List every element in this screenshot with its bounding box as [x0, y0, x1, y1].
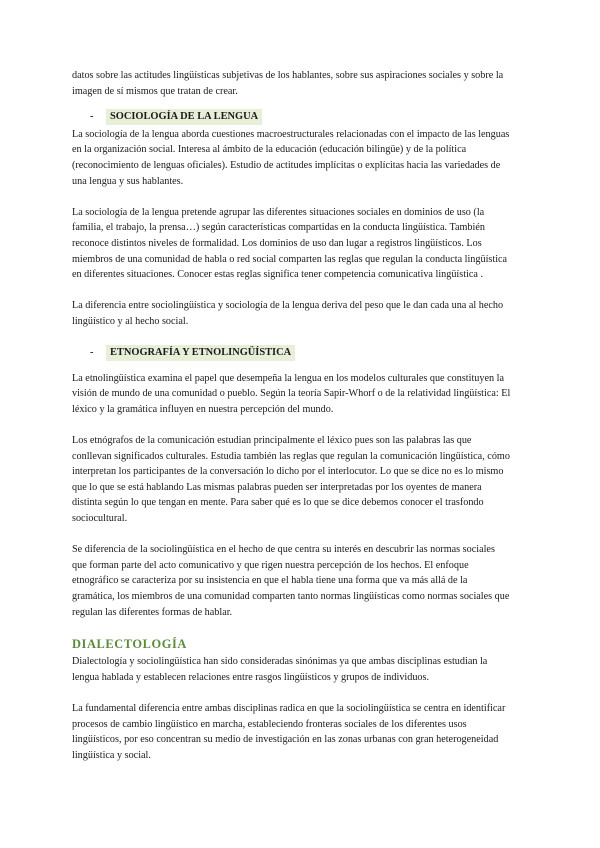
- sociologia-paragraph-3: La diferencia entre sociolingüística y sociología de la lengua deriva del peso que le dan cada una al hecho lingüístico y al hecho social.: [72, 300, 504, 327]
- dialectologia-paragraph-1: Dialectología y sociolingüística han sido consideradas sinónimas ya que ambas disciplinas estudian la lengua hablada y establecen relaciones entre rasgos lingüísticos y grupos de individuos.: [72, 656, 488, 683]
- sociologia-paragraph-2: La sociología de la lengua pretende agrupar las diferentes situaciones sociales en dominios de uso (la familia, el trabajo, la prensa…) según características compartidas en la conducta lingüística. También reconoce distintos niveles de formalidad. Los dominios de uso dan lugar a registros lingüísticos. Los miembros de una comunidad de habla o red social comparten las reglas que regulan la conducta lingüística en diferentes situaciones. Conocer estas reglas significa tener competencia comunicativa lingüística .: [72, 206, 508, 281]
- etnografia-heading-text: ETNOGRAFÍA Y ETNOLINGÜÍSTICA: [106, 345, 295, 361]
- sociologia-paragraph-1: La sociología de la lengua aborda cuestiones macroestructurales relacionadas con el impacto de las lenguas en la organización social. Interesa al ámbito de la educación (educación bilingüe) y de la política (reconocimiento de lenguas oficiales). Estudio de actitudes implícitas o explícitas hacia las variedades de una lengua y sus hablantes.: [72, 128, 510, 187]
- etnografia-heading: [90, 345, 512, 361]
- dialectologia-paragraph-2: La fundamental diferencia entre ambas disciplinas radica en que la sociolingüística se centra en identificar procesos de cambio lingüístico en marcha, estableciendo fronteras sociales de los diferentes usos lingüísticos, por eso concentran su medio de investigación en las zonas urbanas con gran heterogeneidad lingüística y social.: [72, 702, 506, 761]
- sociologia-heading-text: SOCIOLOGÍA DE LA LENGUA: [106, 109, 262, 125]
- bullet-dash: -: [90, 347, 94, 359]
- dialectologia-title: DIALECTOLOGÍA: [72, 637, 187, 652]
- intro-paragraph: datos sobre las actitudes lingüísticas subjetivas de los hablantes, sobre sus aspiraciones sociales y sobre la imagen de sí mismos que tratan de crear.: [72, 70, 504, 97]
- etnografia-paragraph-1: La etnolingüística examina el papel que desempeña la lengua en los modelos culturales que constituyen la visión de mundo de una comunidad o pueblo. Según la teoría Sapir-Whorf o de la relatividad lingüística: El léxico y la gramática influyen en nuestra percepción del mundo.: [72, 372, 511, 415]
- sociologia-heading: [90, 109, 512, 125]
- bullet-dash: -: [90, 111, 94, 123]
- etnografia-paragraph-3: Se diferencia de la sociolingüística en el hecho de que centra su interés en descubrir las normas sociales que forman parte del acto comunicativo y que rigen nuestra percepción de los hechos. El enfoque etnográfico se caracteriza por su insistencia en que el habla tiene una forma que va más allá de la gramática, los miembros de una comunidad comparten tanto normas lingüísticas como normas sociales que regulan las diferentes formas de hablar.: [72, 544, 510, 618]
- etnografia-paragraph-2: Los etnógrafos de la comunicación estudian principalmente el léxico pues son las palabras las que conllevan significados culturales. Estudia también las reglas que regulan la comunicación lingüística, cómo interpretan los participantes de la conversación lo dicho por el interlocutor. Lo que se dice no es lo mismo que lo que se está hablando Las mismas palabras pueden ser interpretadas por los oyentes de manera distinta según lo que tengan en mente. Para saber qué es lo que se dice debemos conocer el trasfondo sociocultural.: [72, 435, 510, 525]
